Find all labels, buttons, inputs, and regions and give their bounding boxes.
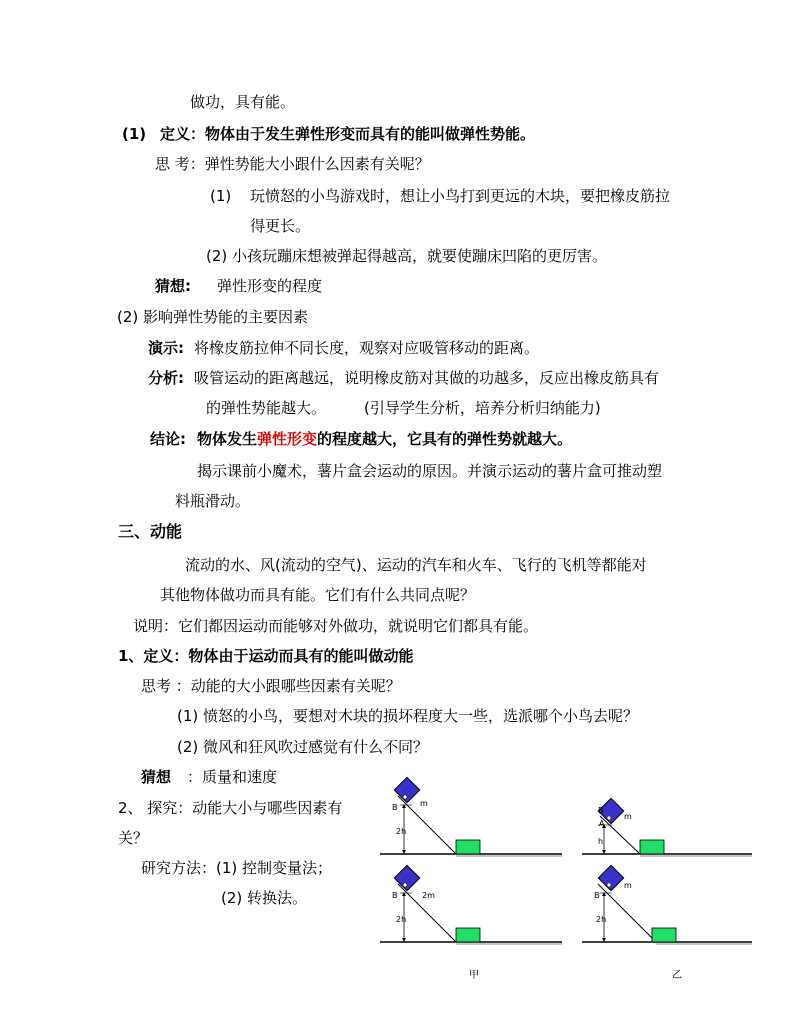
panel-jia-top xyxy=(380,777,562,856)
kinetic-energy-experiment-figure xyxy=(376,776,762,956)
ball-marker xyxy=(607,883,611,887)
label-b: B xyxy=(594,891,600,900)
guess-text-2: ：质量和速度 xyxy=(187,768,278,786)
elastic-energy-definition: 定义：物体由于发生弹性形变而具有的能叫做弹性势能。 xyxy=(160,125,536,143)
experiment-heading: 2、 探究：动能大小与哪些因素有 xyxy=(118,799,343,817)
ball-marker xyxy=(403,795,407,799)
label-mass: 2m xyxy=(422,891,435,900)
label-height: h xyxy=(598,837,604,846)
label-height: 2h xyxy=(396,827,407,836)
experiment-heading-continued: 关？ xyxy=(118,829,149,847)
conclusion-label: 结论: xyxy=(150,430,186,448)
example-1-continued: 得更长。 xyxy=(250,217,311,235)
example-2-text: (2) 小孩玩蹦床想被弹起得越高，就要使蹦床凹陷的更厉害。 xyxy=(206,247,608,265)
label-b: B xyxy=(392,891,398,900)
wood-block xyxy=(652,928,676,942)
demo-text: 将橡皮筋拉伸不同长度，观察对应吸管移动的距离。 xyxy=(194,339,540,357)
section-factors-heading: (2) 影响弹性势能的主要因素 xyxy=(117,308,309,326)
ball-marker xyxy=(403,883,407,887)
ball-shape xyxy=(598,865,623,890)
label-a: A xyxy=(599,819,605,828)
label-height: 2h xyxy=(596,915,607,924)
example-1-number: (1) xyxy=(210,187,232,205)
analysis-label: 分析: xyxy=(148,369,184,387)
ball-marker xyxy=(607,816,611,820)
conclusion-highlight: 弹性形变 xyxy=(257,430,318,448)
guess-label-1: 猜想: xyxy=(155,277,191,295)
figure-caption-jia: 甲 xyxy=(469,970,479,981)
label-mass: m xyxy=(420,799,428,808)
conclusion-pre: 物体发生 xyxy=(197,430,258,448)
section-kinetic-energy-heading: 三、动能 xyxy=(118,522,183,541)
panel-jia-bottom xyxy=(380,865,562,944)
think-question-kinetic: 思考 ：动能的大小跟哪些因素有关呢？ xyxy=(141,677,401,695)
kinetic-energy-definition: 1、定义：物体由于运动而具有的能叫做动能 xyxy=(118,647,414,665)
guess-text-1: 弹性形变的程度 xyxy=(217,277,323,295)
label-b: B xyxy=(392,803,398,812)
panel-yi-bottom xyxy=(582,865,752,944)
guess-label-2: 猜想 xyxy=(141,768,172,786)
conclusion-sentence xyxy=(197,429,572,449)
magic-trick-continued: 料瓶滑动。 xyxy=(175,492,251,510)
magic-trick-text: 揭示课前小魔术，薯片盒会运动的原因。并演示运动的薯片盒可推动塑 xyxy=(197,462,663,480)
ramp-line xyxy=(600,816,640,854)
kinetic-intro-continued: 其他物体做功而具有能。它们有什么共同点呢？ xyxy=(160,586,476,604)
ball-shape xyxy=(394,777,419,802)
label-b: B xyxy=(598,806,604,815)
explanation-text: 说明：它们都因运动而能够对外做功，就说明它们都具有能。 xyxy=(133,617,539,635)
wood-block xyxy=(640,840,664,854)
wood-block xyxy=(456,840,480,854)
figure-caption-yi: 乙 xyxy=(672,970,682,981)
kinetic-question-1: (1) 愤怒的小鸟，要想对木块的损坏程度大一些，选派哪个小鸟去呢？ xyxy=(177,707,639,725)
label-mass: m xyxy=(624,812,632,821)
text-line-1: 做功，具有能。 xyxy=(190,93,296,111)
demo-label: 演示: xyxy=(148,339,184,357)
example-1-text: 玩愤怒的小鸟游戏时，想让小鸟打到更远的木块，要把橡皮筋拉 xyxy=(250,187,671,205)
analysis-continued: 的弹性势能越大。 xyxy=(206,399,327,417)
research-method-1: 研究方法：(1) 控制变量法； xyxy=(141,859,333,877)
kinetic-question-2: (2) 微风和狂风吹过感觉有什么不同？ xyxy=(177,738,429,756)
ball-shape xyxy=(394,865,419,890)
think-question-elastic: 思 考：弹性势能大小跟什么因素有关呢？ xyxy=(155,155,430,173)
panel-yi-top xyxy=(582,798,752,856)
label-height: 2h xyxy=(396,915,407,924)
conclusion-post: 的程度越大，它具有的弹性势就越大。 xyxy=(317,430,573,448)
kinetic-intro-text: 流动的水、风(流动的空气)、运动的汽车和火车、飞行的飞机等都能对 xyxy=(185,556,647,574)
research-method-2: (2) 转换法。 xyxy=(221,889,308,907)
label-mass: m xyxy=(624,881,632,890)
definition-number: (1) xyxy=(122,125,147,143)
analysis-text: 吸管运动的距离越远，说明橡皮筋对其做的功越多，反应出橡皮筋具有 xyxy=(194,369,660,387)
wood-block xyxy=(456,928,480,942)
teaching-note: (引导学生分析，培养分析归纳能力) xyxy=(364,399,601,417)
